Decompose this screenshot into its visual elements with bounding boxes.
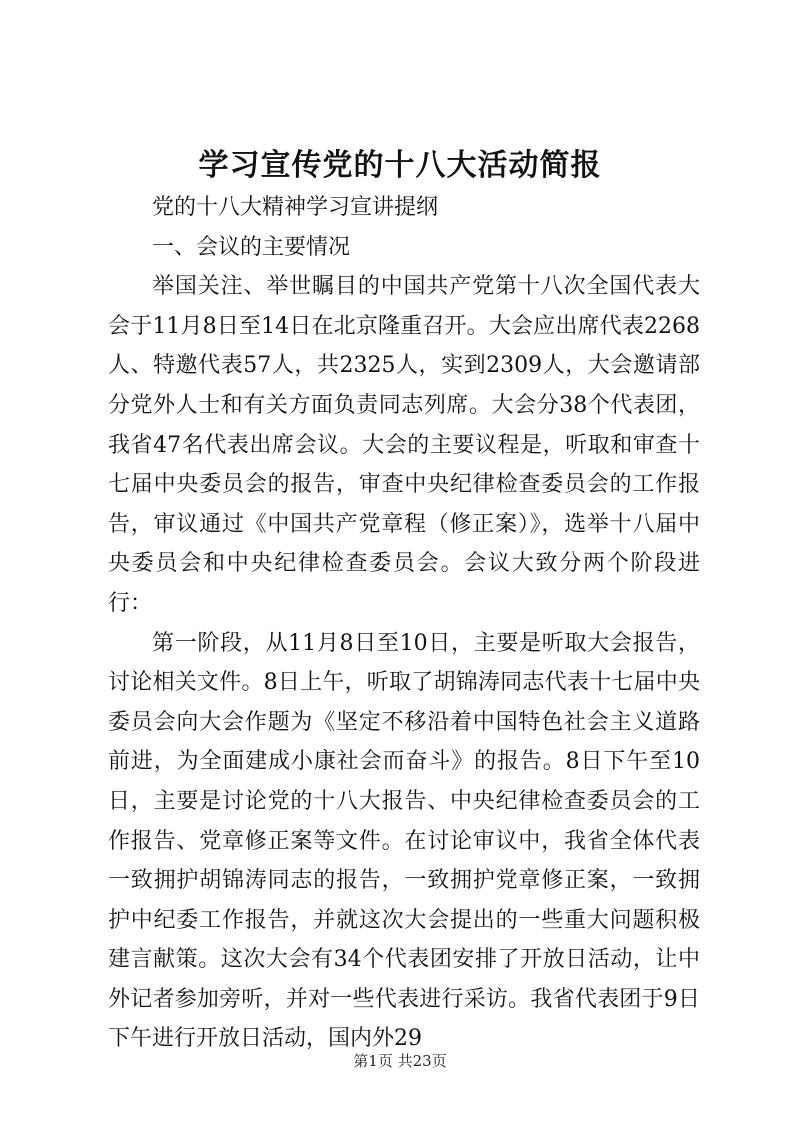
document-body bbox=[108, 188, 700, 1059]
document-title: 学习宣传党的十八大活动简报 bbox=[198, 148, 602, 183]
subtitle-line: 党的十八大精神学习宣讲提纲 bbox=[152, 195, 439, 220]
page-footer: 第1页 共23页 bbox=[353, 1052, 447, 1070]
paragraph-2: 第一阶段，从11月8日至10日，主要是听取大会报告，讨论相关文件。8日上午，听取了胡锦涛同志代表十七届中央委员会向大会作题为《坚定不移沿着中国特色社会主义道路前进，为全面建成小康社会而奋斗》的报告。8日下午至10日，主要是讨论党的十八大报告、中央纪律检查委员会的工作报告、党章修正案等文件。在讨论审议中，我省全体代表一致拥护胡锦涛同志的报告，一致拥护党章修正案，一致拥护中纪委工作报告，并就这次大会提出的一些重大问题积极建言献策。这次大会有34个代表团安排了开放日活动，让中外记者参加旁听，并对一些代表进行采访。我省代表团于9日下午进行开放日活动，国内外29 bbox=[108, 630, 700, 1052]
paragraph-1: 举国关注、举世瞩目的中国共产党第十八次全国代表大会于11月8日至14日在北京隆重召开。大会应出席代表2268人、特邀代表57人，共2325人，实到2309人，大会邀请部分党外人士和有关方面负责同志列席。大会分38个代表团，我省47名代表出席会议。大会的主要议程是，听取和审查十七届中央委员会的报告，审查中央纪律检查委员会的工作报告，审议通过《中国共产党章程（修正案）》，选举十八届中央委员会和中央纪律检查委员会。会议大致分两个阶段进行： bbox=[108, 274, 700, 616]
section-heading: 一、会议的主要情况 bbox=[152, 234, 351, 260]
